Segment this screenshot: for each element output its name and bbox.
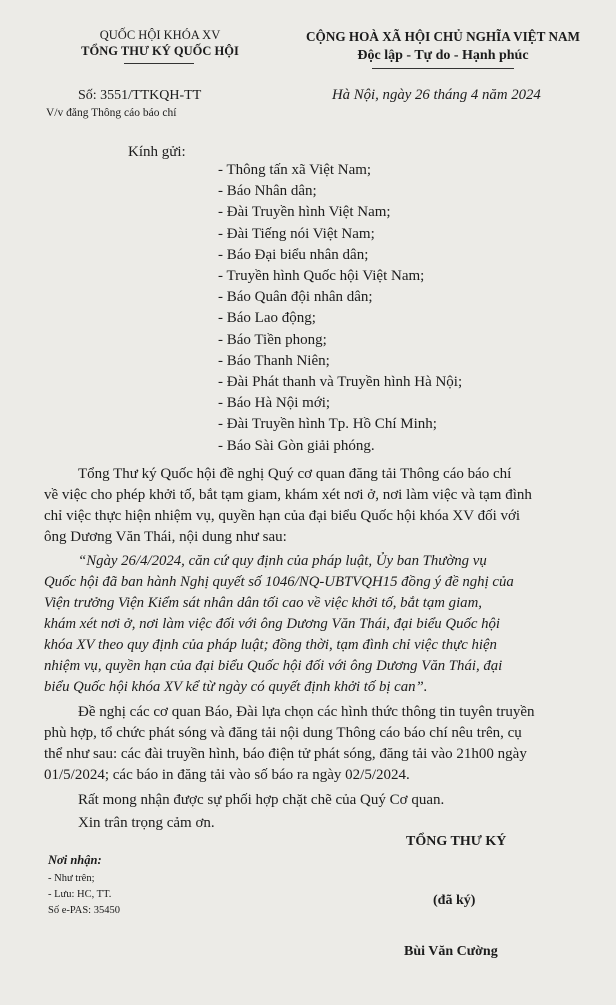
nation-line-2: Độc lập - Tự do - Hạnh phúc bbox=[357, 48, 529, 63]
recipient-item: - Báo Thanh Niên; bbox=[218, 352, 330, 369]
quote-line: Quốc hội đã ban hành Nghị quyết số 1046/NQ-UBTVQH15 đồng ý đề nghị của bbox=[44, 574, 514, 590]
nation-line-1: CỘNG HOÀ XÃ HỘI CHỦ NGHĨA VIỆT NAM bbox=[306, 29, 580, 44]
signature-signed: (đã ký) bbox=[433, 893, 476, 908]
agency-underline bbox=[124, 63, 194, 64]
signature-name: Bùi Văn Cường bbox=[404, 944, 498, 959]
closing-thanks: Xin trân trọng cảm ơn. bbox=[78, 815, 215, 831]
closing-request: Rất mong nhận được sự phối hợp chặt chẽ của Quý Cơ quan. bbox=[78, 792, 445, 808]
body-paragraph-2 bbox=[44, 702, 535, 786]
recipient-item: - Báo Sài Gòn giải phóng. bbox=[218, 437, 375, 454]
recipient-item: - Báo Hà Nội mới; bbox=[218, 395, 331, 412]
recipient-item: - Truyền hình Quốc hội Việt Nam; bbox=[218, 268, 425, 285]
paragraph-line: phù hợp, tổ chức phát sóng và đăng tải nội dung Thông cáo báo chí nêu trên, cụ bbox=[44, 725, 522, 741]
recipients-block-lines bbox=[48, 871, 120, 919]
signature-title: TỔNG THƯ KÝ bbox=[406, 834, 507, 849]
recipient-item: - Đài Truyền hình Việt Nam; bbox=[218, 204, 391, 221]
agency-line-1: QUỐC HỘI KHÓA XV bbox=[99, 28, 221, 42]
recipient-item: - Đài Tiếng nói Việt Nam; bbox=[218, 225, 375, 242]
quote-line: “Ngày 26/4/2024, căn cứ quy định của pháp luật, Ủy ban Thường vụ bbox=[78, 553, 487, 569]
quote-line: Viện trưởng Viện Kiểm sát nhân dân tối cao về việc khởi tố, bắt tạm giam, bbox=[44, 595, 482, 611]
agency-line-2: TỔNG THƯ KÝ QUỐC HỘI bbox=[81, 44, 239, 58]
recipient-item: - Báo Lao động; bbox=[218, 310, 316, 327]
document-date: Hà Nội, ngày 26 tháng 4 năm 2024 bbox=[332, 87, 541, 103]
paragraph-line: Tổng Thư ký Quốc hội đề nghị Quý cơ quan đăng tải Thông cáo báo chí bbox=[78, 466, 512, 482]
recipient-item: - Thông tấn xã Việt Nam; bbox=[218, 162, 372, 178]
nation-underline bbox=[372, 68, 514, 69]
recipient-item: - Báo Đại biểu nhân dân; bbox=[218, 246, 369, 263]
document-number: Số: 3551/TTKQH-TT bbox=[78, 88, 202, 103]
recipient-item: - Báo Tiền phong; bbox=[218, 331, 327, 348]
quote-line: biểu Quốc hội khóa XV kể từ ngày có quyết định khởi tố bị can”. bbox=[44, 679, 428, 695]
recipients-block-line: - Như trên; bbox=[48, 873, 95, 884]
recipient-item: - Báo Nhân dân; bbox=[218, 183, 317, 200]
paragraph-line: 01/5/2024; các báo in đăng tải vào số báo ra ngày 02/5/2024. bbox=[44, 767, 410, 783]
quote-line: nhiệm vụ, quyền hạn của đại biểu Quốc hội đối với ông Dương Văn Thái, đại bbox=[44, 658, 503, 674]
paragraph-line: thể như sau: các đài truyền hình, báo điện tử phát sóng, đăng tải vào 21h00 ngày bbox=[44, 746, 527, 762]
recipient-list bbox=[218, 160, 462, 457]
quoted-statement bbox=[44, 551, 514, 698]
document-subject: V/v đăng Thông cáo báo chí bbox=[46, 107, 177, 119]
salutation: Kính gửi: bbox=[128, 144, 186, 160]
paragraph-line: về việc cho phép khởi tố, bắt tạm giam, khám xét nơi ở, nơi làm việc và tạm đình bbox=[44, 487, 532, 503]
paragraph-line: ông Dương Văn Thái, nội dung như sau: bbox=[44, 529, 287, 545]
recipients-block-title: Nơi nhận: bbox=[48, 853, 102, 867]
quote-line: khám xét nơi ở, nơi làm việc đối với ông Dương Văn Thái, đại biểu Quốc hội bbox=[44, 616, 501, 632]
body-paragraph-1 bbox=[44, 464, 532, 548]
recipient-item: - Đài Truyền hình Tp. Hồ Chí Minh; bbox=[218, 416, 437, 433]
recipient-item: - Đài Phát thanh và Truyền hình Hà Nội; bbox=[218, 374, 463, 391]
recipients-block-line: Số e-PAS: 35450 bbox=[48, 905, 120, 916]
paragraph-line: Đề nghị các cơ quan Báo, Đài lựa chọn các hình thức thông tin tuyên truyền bbox=[78, 704, 535, 720]
quote-line: khóa XV theo quy định của pháp luật; đồng thời, tạm đình chỉ việc thực hiện bbox=[44, 637, 497, 653]
recipients-block-line: - Lưu: HC, TT. bbox=[48, 889, 112, 900]
paragraph-line: chỉ việc thực hiện nhiệm vụ, quyền hạn của đại biểu Quốc hội khóa XV đối với bbox=[44, 508, 521, 524]
recipient-item: - Báo Quân đội nhân dân; bbox=[218, 289, 373, 306]
